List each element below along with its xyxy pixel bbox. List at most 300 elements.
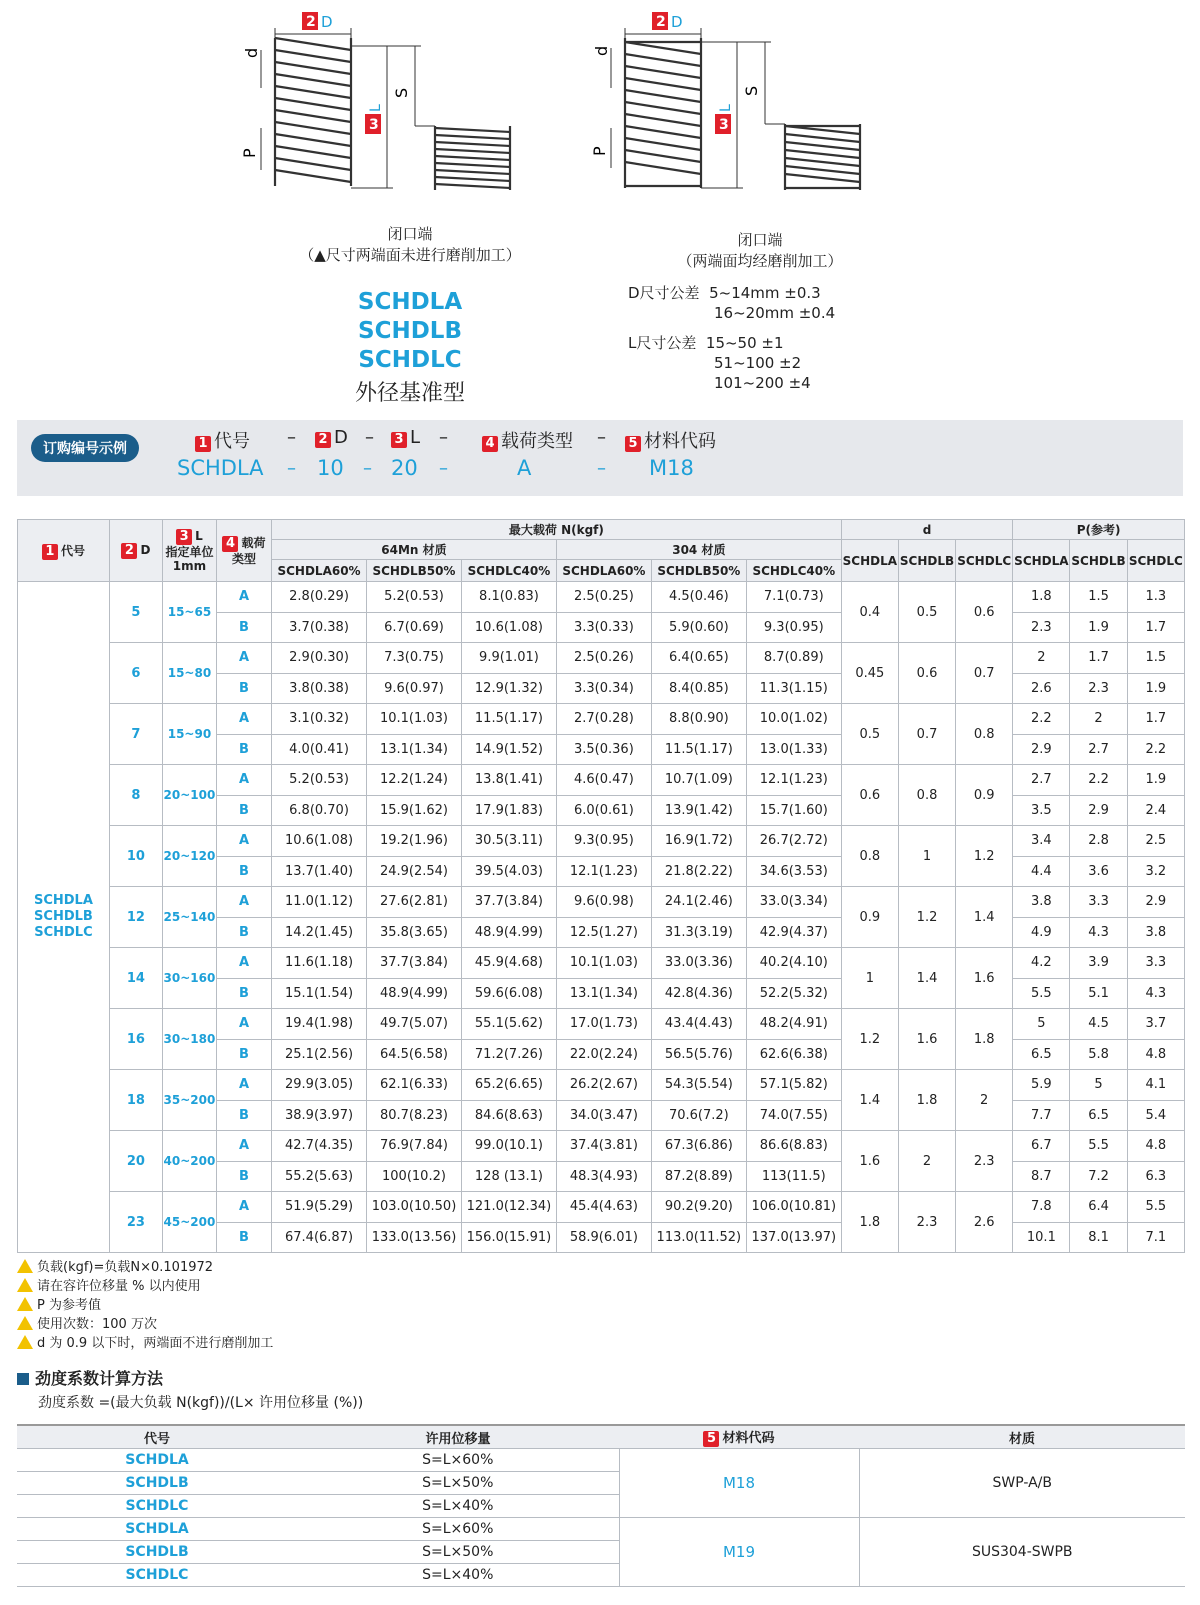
- wire-diameter: 2: [956, 1070, 1013, 1131]
- pitch-value: 2.7: [1070, 734, 1127, 765]
- max-load-value: 11.3(1.15): [746, 673, 841, 704]
- outer-diameter: 12: [109, 887, 162, 948]
- load-type: B: [216, 1100, 271, 1131]
- max-load-value: 100(10.2): [367, 1161, 462, 1192]
- outer-diameter: 18: [109, 1070, 162, 1131]
- bt-code: SCHDLA: [17, 1449, 297, 1472]
- wire-diameter: 0.6: [956, 582, 1013, 643]
- l-tolerance-row: 101~200 ±4: [714, 374, 811, 392]
- header-pitch: P(参考): [1013, 520, 1185, 540]
- max-load-value: 128 (13.1): [461, 1161, 556, 1192]
- max-load-value: 15.9(1.62): [367, 795, 462, 826]
- max-load-value: 12.1(1.23): [746, 765, 841, 796]
- bt-header-material: 材质: [859, 1425, 1185, 1449]
- header-p-sub: SCHDLA: [1013, 540, 1070, 582]
- max-load-value: 121.0(12.34): [461, 1192, 556, 1223]
- pitch-value: 2.3: [1070, 673, 1127, 704]
- header-wire-d: d: [841, 520, 1013, 540]
- max-load-value: 2.7(0.28): [556, 704, 651, 735]
- bt-header-matcode: 5 材料代码: [619, 1425, 859, 1449]
- pitch-value: 4.4: [1013, 856, 1070, 887]
- max-load-value: 8.4(0.85): [651, 673, 746, 704]
- max-load-value: 37.7(3.84): [461, 887, 556, 918]
- model-name: SCHDLA: [357, 289, 463, 315]
- table-row: [18, 643, 1185, 674]
- order-header-material: 5 材料代码: [625, 427, 716, 453]
- pitch-value: 1.8: [1013, 582, 1070, 613]
- pitch-value: 2.7: [1013, 765, 1070, 796]
- pitch-value: 1.9: [1127, 765, 1184, 796]
- max-load-value: 84.6(8.63): [461, 1100, 556, 1131]
- pitch-value: 3.3: [1127, 948, 1184, 979]
- wire-diameter: 1.2: [898, 887, 955, 948]
- wire-diameter: 1.2: [841, 1009, 898, 1070]
- wire-diameter: 0.8: [898, 765, 955, 826]
- pitch-value: 5.8: [1070, 1039, 1127, 1070]
- load-type: B: [216, 673, 271, 704]
- max-load-value: 42.8(4.36): [651, 978, 746, 1009]
- max-load-value: 103.0(10.50): [367, 1192, 462, 1223]
- max-load-value: 27.6(2.81): [367, 887, 462, 918]
- max-load-value: 3.5(0.36): [556, 734, 651, 765]
- outer-diameter: 16: [109, 1009, 162, 1070]
- max-load-value: 43.4(4.43): [651, 1009, 746, 1040]
- max-load-value: 57.1(5.82): [746, 1070, 841, 1101]
- pitch-value: 5.5: [1070, 1131, 1127, 1162]
- diagram-num-2: 2: [656, 14, 666, 30]
- max-load-value: 24.1(2.46): [651, 887, 746, 918]
- table-row: [18, 1131, 1185, 1162]
- wire-diameter: 1.4: [956, 887, 1013, 948]
- diagram-label-D: D: [321, 13, 333, 31]
- pitch-value: 2.3: [1013, 612, 1070, 643]
- pitch-value: 5.1: [1070, 978, 1127, 1009]
- pitch-value: 3.7: [1127, 1009, 1184, 1040]
- load-type: A: [216, 643, 271, 674]
- load-type: A: [216, 826, 271, 857]
- wire-diameter: 1.2: [956, 826, 1013, 887]
- max-load-value: 21.8(2.22): [651, 856, 746, 887]
- max-load-value: 22.0(2.24): [556, 1039, 651, 1070]
- max-load-value: 10.6(1.08): [272, 826, 367, 857]
- max-load-value: 29.9(3.05): [272, 1070, 367, 1101]
- order-header-d: 2 D: [315, 427, 348, 448]
- pitch-value: 3.5: [1013, 795, 1070, 826]
- pitch-value: 6.7: [1013, 1131, 1070, 1162]
- table-row: [17, 1449, 1185, 1472]
- wire-diameter: 0.4: [841, 582, 898, 643]
- max-load-value: 39.5(4.03): [461, 856, 556, 887]
- load-type: B: [216, 734, 271, 765]
- group-code: SCHDLC: [34, 925, 93, 940]
- header-load-col: SCHDLC40%: [746, 560, 841, 582]
- bt-code: SCHDLB: [17, 1472, 297, 1495]
- order-dash: –: [597, 427, 606, 448]
- max-load-value: 31.3(3.19): [651, 917, 746, 948]
- pitch-value: 4.1: [1127, 1070, 1184, 1101]
- max-load-value: 13.1(1.34): [556, 978, 651, 1009]
- order-value-l: 20: [391, 456, 418, 480]
- diagram-num-3: 3: [369, 117, 379, 133]
- header-load-col: SCHDLB50%: [367, 560, 462, 582]
- wire-diameter: 0.8: [956, 704, 1013, 765]
- pitch-value: 2: [1013, 643, 1070, 674]
- pitch-value: 6.5: [1013, 1039, 1070, 1070]
- max-load-value: 59.6(6.08): [461, 978, 556, 1009]
- max-load-value: 8.8(0.90): [651, 704, 746, 735]
- max-load-value: 14.2(1.45): [272, 917, 367, 948]
- header-l: 3 L 指定单位 1mm: [162, 520, 216, 582]
- load-type: A: [216, 887, 271, 918]
- load-type: A: [216, 1009, 271, 1040]
- max-load-value: 13.9(1.42): [651, 795, 746, 826]
- outer-diameter: 7: [109, 704, 162, 765]
- bt-disp: S=L×60%: [297, 1518, 619, 1541]
- max-load-value: 80.7(8.23): [367, 1100, 462, 1131]
- max-load-value: 6.8(0.70): [272, 795, 367, 826]
- bt-material: SWP-A/B: [859, 1449, 1185, 1518]
- max-load-value: 67.3(6.86): [651, 1131, 746, 1162]
- pitch-value: 2.9: [1013, 734, 1070, 765]
- pitch-value: 4.9: [1013, 917, 1070, 948]
- pitch-value: 2.8: [1070, 826, 1127, 857]
- displacement-table: [17, 1424, 1185, 1587]
- header-d-outer: 2 D: [109, 520, 162, 582]
- table-row: [18, 704, 1185, 735]
- pitch-value: 5: [1013, 1009, 1070, 1040]
- max-load-value: 6.4(0.65): [651, 643, 746, 674]
- max-load-value: 42.7(4.35): [272, 1131, 367, 1162]
- spring-diagram-left: [225, 8, 555, 198]
- bt-disp: S=L×60%: [297, 1449, 619, 1472]
- pitch-value: 3.3: [1070, 887, 1127, 918]
- outer-diameter: 14: [109, 948, 162, 1009]
- header-p-sub: SCHDLC: [1127, 540, 1184, 582]
- max-load-value: 48.9(4.99): [461, 917, 556, 948]
- header-material-304: 304 材质: [556, 540, 841, 560]
- outer-diameter: 6: [109, 643, 162, 704]
- max-load-value: 9.3(0.95): [556, 826, 651, 857]
- max-load-value: 8.1(0.83): [461, 582, 556, 613]
- max-load-value: 10.6(1.08): [461, 612, 556, 643]
- diagram-label-p: P: [240, 148, 259, 158]
- load-type: A: [216, 1070, 271, 1101]
- group-code: SCHDLA: [33, 893, 93, 908]
- max-load-value: 45.4(4.63): [556, 1192, 651, 1223]
- max-load-value: 4.5(0.46): [651, 582, 746, 613]
- order-value-material: M18: [649, 456, 694, 480]
- length-range: 15~65: [162, 582, 216, 643]
- table-row: [17, 1518, 1185, 1541]
- order-dash: –: [597, 458, 606, 479]
- max-load-value: 51.9(5.29): [272, 1192, 367, 1223]
- max-load-value: 4.6(0.47): [556, 765, 651, 796]
- diagram-label-d: d: [592, 45, 611, 56]
- load-type: A: [216, 704, 271, 735]
- outer-diameter: 8: [109, 765, 162, 826]
- wire-diameter: 0.5: [898, 582, 955, 643]
- pitch-value: 2.5: [1127, 826, 1184, 857]
- pitch-value: 7.7: [1013, 1100, 1070, 1131]
- max-load-value: 33.0(3.36): [651, 948, 746, 979]
- load-type: B: [216, 795, 271, 826]
- order-header-type: 4 载荷类型: [482, 427, 573, 453]
- max-load-value: 65.2(6.65): [461, 1070, 556, 1101]
- max-load-value: 58.9(6.01): [556, 1222, 651, 1253]
- diagram-label-d: d: [242, 47, 261, 58]
- max-load-value: 19.4(1.98): [272, 1009, 367, 1040]
- max-load-value: 25.1(2.56): [272, 1039, 367, 1070]
- table-row: [18, 1009, 1185, 1040]
- note-item: P 为参考值: [17, 1295, 273, 1314]
- length-range: 15~90: [162, 704, 216, 765]
- group-code-cell: [18, 582, 110, 1253]
- max-load-value: 14.9(1.52): [461, 734, 556, 765]
- bt-disp: S=L×50%: [297, 1541, 619, 1564]
- load-type: B: [216, 612, 271, 643]
- caption-line1: 闭口端: [387, 225, 433, 243]
- pitch-value: 7.2: [1070, 1161, 1127, 1192]
- spec-table: [17, 519, 1185, 1253]
- max-load-value: 156.0(15.91): [461, 1222, 556, 1253]
- note-item: 使用次数：100 万次: [17, 1314, 273, 1333]
- max-load-value: 48.3(4.93): [556, 1161, 651, 1192]
- wire-diameter: 1.4: [898, 948, 955, 1009]
- section-square-icon: [17, 1373, 29, 1385]
- note-item: 请在容许位移量 % 以内使用: [17, 1276, 273, 1295]
- length-range: 15~80: [162, 643, 216, 704]
- wire-diameter: 0.45: [841, 643, 898, 704]
- max-load-value: 13.7(1.40): [272, 856, 367, 887]
- max-load-value: 55.2(5.63): [272, 1161, 367, 1192]
- spring-diagram-right: [575, 8, 905, 198]
- load-type: B: [216, 917, 271, 948]
- pitch-value: 1.3: [1127, 582, 1184, 613]
- order-value-type: A: [517, 456, 532, 480]
- max-load-value: 113.0(11.52): [651, 1222, 746, 1253]
- max-load-value: 8.7(0.89): [746, 643, 841, 674]
- warning-icon: [17, 1259, 33, 1273]
- warning-icon: [17, 1297, 33, 1311]
- order-dash: –: [439, 458, 448, 479]
- group-code: SCHDLB: [34, 909, 93, 924]
- max-load-value: 9.9(1.01): [461, 643, 556, 674]
- order-example-bar: [17, 420, 1183, 496]
- max-load-value: 90.2(9.20): [651, 1192, 746, 1223]
- pitch-value: 5: [1070, 1070, 1127, 1101]
- pitch-value: 2.4: [1127, 795, 1184, 826]
- diagram-num-2: 2: [306, 14, 316, 30]
- warning-icon: [17, 1316, 33, 1330]
- max-load-value: 3.3(0.34): [556, 673, 651, 704]
- max-load-value: 86.6(8.83): [746, 1131, 841, 1162]
- caption-line2: （▲尺寸两端面未进行磨削加工）: [299, 246, 521, 264]
- max-load-value: 9.6(0.98): [556, 887, 651, 918]
- table-row: [18, 887, 1185, 918]
- order-dash: –: [363, 458, 372, 479]
- wire-diameter: 1.4: [841, 1070, 898, 1131]
- max-load-value: 42.9(4.37): [746, 917, 841, 948]
- length-range: 30~180: [162, 1009, 216, 1070]
- note-item: 负载(kgf)=负载N×0.101972: [17, 1257, 273, 1276]
- wire-diameter: 1.6: [841, 1131, 898, 1192]
- max-load-value: 10.1(1.03): [367, 704, 462, 735]
- pitch-value: 3.9: [1070, 948, 1127, 979]
- notes: [17, 1257, 273, 1352]
- max-load-value: 62.6(6.38): [746, 1039, 841, 1070]
- max-load-value: 5.2(0.53): [367, 582, 462, 613]
- max-load-value: 99.0(10.1): [461, 1131, 556, 1162]
- max-load-value: 2.9(0.30): [272, 643, 367, 674]
- wire-diameter: 0.7: [956, 643, 1013, 704]
- length-range: 45~200: [162, 1192, 216, 1253]
- length-range: 40~200: [162, 1131, 216, 1192]
- max-load-value: 87.2(8.89): [651, 1161, 746, 1192]
- max-load-value: 3.1(0.32): [272, 704, 367, 735]
- max-load-value: 2.8(0.29): [272, 582, 367, 613]
- max-load-value: 11.5(1.17): [651, 734, 746, 765]
- max-load-value: 37.7(3.84): [367, 948, 462, 979]
- table-row: [18, 582, 1185, 613]
- table-row: [18, 1192, 1185, 1223]
- bt-disp: S=L×40%: [297, 1495, 619, 1518]
- pitch-value: 1.5: [1070, 582, 1127, 613]
- load-type: A: [216, 948, 271, 979]
- max-load-value: 12.2(1.24): [367, 765, 462, 796]
- pitch-value: 3.8: [1013, 887, 1070, 918]
- max-load-value: 52.2(5.32): [746, 978, 841, 1009]
- pitch-value: 7.1: [1127, 1222, 1184, 1253]
- d-tolerance-row: 5~14mm ±0.3: [709, 284, 821, 302]
- load-type: A: [216, 765, 271, 796]
- bt-matcode: M18: [619, 1449, 859, 1518]
- wire-diameter: 0.6: [841, 765, 898, 826]
- header-d-sub: SCHDLA: [841, 540, 898, 582]
- max-load-value: 11.6(1.18): [272, 948, 367, 979]
- max-load-value: 133.0(13.56): [367, 1222, 462, 1253]
- wire-diameter: 1.8: [898, 1070, 955, 1131]
- max-load-value: 17.0(1.73): [556, 1009, 651, 1040]
- max-load-value: 17.9(1.83): [461, 795, 556, 826]
- caption-line2: （两端面均经磨削加工）: [677, 252, 843, 270]
- bt-code: SCHDLC: [17, 1495, 297, 1518]
- header-max-load: 最大载荷 N(kgf): [272, 520, 842, 540]
- stiffness-section-title: 劲度系数计算方法: [17, 1366, 163, 1389]
- wire-diameter: 2: [898, 1131, 955, 1192]
- length-range: 20~100: [162, 765, 216, 826]
- max-load-value: 2.5(0.25): [556, 582, 651, 613]
- order-dash: –: [439, 427, 448, 448]
- pitch-value: 5.9: [1013, 1070, 1070, 1101]
- max-load-value: 34.6(3.53): [746, 856, 841, 887]
- max-load-value: 137.0(13.97): [746, 1222, 841, 1253]
- max-load-value: 26.7(2.72): [746, 826, 841, 857]
- order-dash: –: [287, 427, 296, 448]
- wire-diameter: 2.6: [956, 1192, 1013, 1253]
- bt-code: SCHDLA: [17, 1518, 297, 1541]
- length-range: 25~140: [162, 887, 216, 948]
- model-name: SCHDLC: [358, 347, 462, 373]
- max-load-value: 12.5(1.27): [556, 917, 651, 948]
- wire-diameter: 0.7: [898, 704, 955, 765]
- wire-diameter: 1.6: [956, 948, 1013, 1009]
- pitch-value: 1.7: [1070, 643, 1127, 674]
- max-load-value: 19.2(1.96): [367, 826, 462, 857]
- max-load-value: 62.1(6.33): [367, 1070, 462, 1101]
- d-tolerance-row: 16~20mm ±0.4: [714, 304, 836, 322]
- load-type: B: [216, 1161, 271, 1192]
- pitch-value: 8.7: [1013, 1161, 1070, 1192]
- order-dash: –: [287, 458, 296, 479]
- wire-diameter: 2.3: [956, 1131, 1013, 1192]
- max-load-value: 5.9(0.60): [651, 612, 746, 643]
- pitch-value: 1.9: [1127, 673, 1184, 704]
- max-load-value: 15.1(1.54): [272, 978, 367, 1009]
- pitch-value: 4.3: [1070, 917, 1127, 948]
- max-load-value: 11.0(1.12): [272, 887, 367, 918]
- outer-diameter: 20: [109, 1131, 162, 1192]
- warning-icon: [17, 1278, 33, 1292]
- pitch-value: 10.1: [1013, 1222, 1070, 1253]
- pitch-value: 2.2: [1127, 734, 1184, 765]
- stiffness-formula: 劲度系数 =(最大负载 N(kgf))/(L× 许用位移量 (%)): [38, 1395, 364, 1411]
- order-dash: –: [365, 427, 374, 448]
- max-load-value: 76.9(7.84): [367, 1131, 462, 1162]
- note-item: d 为 0.9 以下时，两端面不进行磨削加工: [17, 1333, 273, 1352]
- max-load-value: 12.9(1.32): [461, 673, 556, 704]
- pitch-value: 2.6: [1013, 673, 1070, 704]
- max-load-value: 12.1(1.23): [556, 856, 651, 887]
- max-load-value: 106.0(10.81): [746, 1192, 841, 1223]
- max-load-value: 49.7(5.07): [367, 1009, 462, 1040]
- max-load-value: 4.0(0.41): [272, 734, 367, 765]
- bt-header-code: 代号: [17, 1425, 297, 1449]
- order-header-l: 3 L: [391, 427, 420, 448]
- header-code: 1 代号: [18, 520, 110, 582]
- wire-diameter: 0.9: [841, 887, 898, 948]
- max-load-value: 45.9(4.68): [461, 948, 556, 979]
- table-row: [18, 765, 1185, 796]
- max-load-value: 6.0(0.61): [556, 795, 651, 826]
- pitch-value: 6.5: [1070, 1100, 1127, 1131]
- max-load-value: 10.1(1.03): [556, 948, 651, 979]
- max-load-value: 3.7(0.38): [272, 612, 367, 643]
- diagram-label-L: L: [368, 104, 384, 112]
- header-d-sub: SCHDLB: [898, 540, 955, 582]
- load-type: A: [216, 582, 271, 613]
- tolerance-block: [628, 283, 835, 393]
- order-header-code: 1 代号: [195, 427, 250, 453]
- wire-diameter: 2.3: [898, 1192, 955, 1253]
- table-row: [18, 1070, 1185, 1101]
- max-load-value: 48.2(4.91): [746, 1009, 841, 1040]
- load-type: B: [216, 1039, 271, 1070]
- wire-diameter: 1.6: [898, 1009, 955, 1070]
- header-load-col: SCHDLA60%: [556, 560, 651, 582]
- load-type: A: [216, 1192, 271, 1223]
- diagram-label-s: S: [742, 85, 761, 96]
- diagram-label-D: D: [671, 13, 683, 31]
- diagram-label-p: P: [590, 146, 609, 156]
- header-load-col: SCHDLC40%: [461, 560, 556, 582]
- max-load-value: 15.7(1.60): [746, 795, 841, 826]
- length-range: 30~160: [162, 948, 216, 1009]
- pitch-value: 5.4: [1127, 1100, 1184, 1131]
- max-load-value: 24.9(2.54): [367, 856, 462, 887]
- max-load-value: 64.5(6.58): [367, 1039, 462, 1070]
- wire-diameter: 0.9: [956, 765, 1013, 826]
- diagram-num-3: 3: [719, 117, 729, 133]
